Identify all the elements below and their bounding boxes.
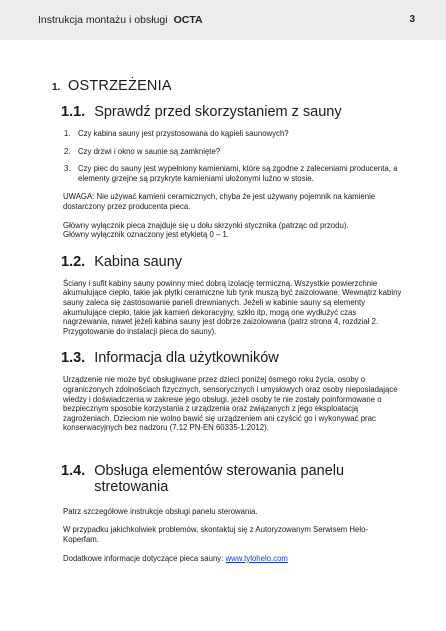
service-contact-text: W przypadku jakichkolwiek problemów, skontaktuj się z Autoryzowanym Serwisem Helo-Koperfam. xyxy=(63,525,369,545)
subsection-number: 1.2. xyxy=(61,253,86,270)
manual-title: Instrukcja montażu i obsługi xyxy=(38,14,168,26)
list-item-number: 2. xyxy=(64,146,71,156)
main-switch-label: Główny wyłącznik oznaczony jest etykietą 0 – 1. xyxy=(63,230,229,240)
document-title xyxy=(38,14,203,26)
subsection-title: Informacja dla użytkowników xyxy=(94,350,279,367)
section-title: OSTRZEŻENIA xyxy=(68,78,172,94)
checklist xyxy=(64,129,402,183)
additional-info-text xyxy=(63,554,402,564)
section-1-2-heading xyxy=(61,254,402,270)
page-header xyxy=(0,0,446,40)
subsection-number: 1.3. xyxy=(61,350,86,367)
list-item xyxy=(64,147,402,157)
subsection-title: Kabina sauny xyxy=(94,253,183,270)
list-item-number: 3. xyxy=(64,164,71,174)
section-1-3-heading xyxy=(61,350,402,366)
section-1-1-heading xyxy=(61,104,402,120)
list-item-text: Czy drzwi i okno w saunie są zamknięte? xyxy=(78,146,221,156)
warning-note: UWAGA: Nie używać kamieni ceramicznych, chyba że jest używany pojemnik na kamienie dostarczony przez producenta pieca. xyxy=(63,192,376,211)
section-1-4-heading xyxy=(61,463,402,495)
section-1-heading xyxy=(52,78,402,94)
subsection-number: 1.4. xyxy=(61,462,86,479)
subsection-title: Sprawdź przed skorzystaniem z sauny xyxy=(94,104,342,120)
section-number: 1. xyxy=(52,82,61,93)
control-panel-instructions: Patrz szczegółowe instrukcje obsługi panelu sterowania. xyxy=(63,506,258,516)
list-item-text: Czy piec do sauny jest wypełniony kamieniami, które są zgodne z zaleceniami producenta, a elementy grzejne są przykryte kamieniami ułożonymi luźno w stosie. xyxy=(78,164,398,183)
additional-info-label: Dodatkowe informacje dotyczące pieca sauny: xyxy=(63,553,226,563)
product-name: OCTA xyxy=(173,14,203,26)
main-switch-location: Główny wyłącznik pieca znajduje się u dołu skrzynki stycznika (patrząc od przodu). xyxy=(63,220,349,230)
list-item-number: 1. xyxy=(64,129,71,138)
sauna-cabin-text: Ściany i sufit kabiny sauny powinny mieć dobrą izolację termiczną. Wszystkie powierzchnie akumulujące ciepło, takie jak płytki ceramiczne lub tynk muszą być zaizolowane. Wewnątrz kabiny sauny zaleca się zastosowanie paneli drewnianych. Jeżeli w kabinie sauny są elementy akumulujące ciepło, takie jak kamień dekoracyjny, szkło itp, mogą one wydłużyć czas nagrzewania, nawet jeżeli kabina sauny jest dobrze zaizolowana (patrz strona 4, rozdział 2. Przygotowanie do instalacji pieca do sauny). xyxy=(63,278,402,336)
list-item xyxy=(64,164,402,183)
list-item xyxy=(64,129,402,139)
user-information-text: Urządzenie nie może być obsługiwane przez dzieci poniżej ósmego roku życia, osoby o ograniczonych zdolnościach fizycznych, sensorycznych i umysłowych oraz osoby nieposiadające wiedzy i doświadczenia w zakresie jego obsługi, jeżeli osoby te nie zostały poinformowane o bezpiecznym sposobie korzystania z urządzenia oraz związanych z jego eksploatacją zagrożeniach. Dzieciom nie wolno bawić się urządzeniem ani czyścić go i wykonywać prac konserwacyjnych bez nadzoru (7.12 PN-EN 60335-1:2012). xyxy=(63,375,398,433)
page-number: 3 xyxy=(409,14,415,25)
subsection-title: Obsługa elementów sterowania panelu stretowania xyxy=(94,462,345,495)
website-link[interactable]: www.tylohelo.com xyxy=(225,553,288,563)
subsection-number: 1.1. xyxy=(61,104,86,120)
document-body xyxy=(52,78,402,563)
list-item-text: Czy kabina sauny jest przystosowana do kąpieli saunowych? xyxy=(78,129,289,138)
